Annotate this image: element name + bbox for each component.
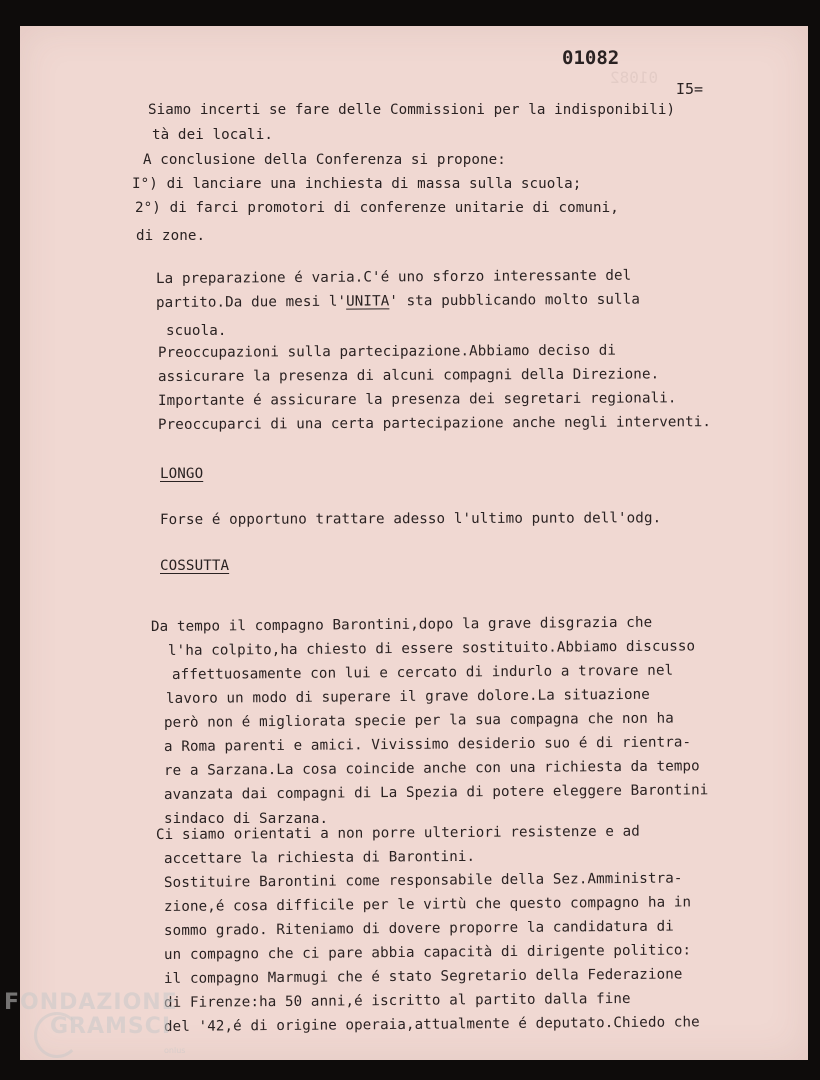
- text-line: un compagno che ci pare abbia capacità di dirigente politico:: [163, 942, 692, 963]
- archive-number: 01082: [562, 47, 620, 69]
- text-line: di Firenze:ha 50 anni,é iscritto al partito dalla fine: [163, 990, 631, 1011]
- watermark-line1: FONDAZIONE: [4, 990, 178, 1015]
- text-segment: ' sta pubblicando molto sulla: [389, 291, 640, 310]
- speaker-heading-longo: LONGO: [160, 466, 204, 482]
- fondazione-gramsci-watermark: [4, 990, 204, 1070]
- text-line: sommo grado. Riteniamo di dovere proporre la candidatura di: [163, 918, 674, 939]
- text-line: Sostituire Barontini come responsabile della Sez.Amministra-: [163, 870, 683, 891]
- watermark-line3: onlus: [164, 1046, 186, 1055]
- newspaper-title: UNITA: [346, 293, 390, 310]
- text-line: Preoccuparci di una certa partecipazione anche negli interventi.: [157, 414, 712, 433]
- text-line: Da tempo il compagno Barontini,dopo la grave disgrazia che: [150, 614, 653, 635]
- text-line: sindaco di Sarzana.: [164, 811, 329, 827]
- text-line: Importante é assicurare la presenza dei segretari regionali.: [157, 390, 677, 409]
- text-line: re a Sarzana.La cosa coincide anche con una richiesta da tempo: [163, 758, 700, 779]
- text-line: Siamo incerti se fare delle Commissioni per la indisponibili): [148, 102, 676, 118]
- text-line: lavoro un modo di superare il grave dolore.La situazione: [165, 686, 650, 707]
- text-line: A conclusione della Conferenza si propone:: [143, 152, 506, 168]
- text-line: accettare la richiesta di Barontini.: [163, 848, 476, 867]
- text-line: Preoccupazioni sulla partecipazione.Abbiamo deciso di: [157, 342, 617, 361]
- text-line: zione,é cosa difficile per le virtù che questo compagno ha in: [163, 894, 692, 915]
- text-line: però non é migliorata specie per la sua compagna che non ha: [163, 710, 674, 731]
- text-line: a Roma parenti e amici. Vivissimo desiderio suo é di rientra-: [163, 734, 692, 755]
- document-page: [20, 26, 808, 1060]
- text-segment: partito.Da due mesi l': [155, 293, 347, 311]
- text-line: 2°) di farci promotori di conferenze unitarie di comuni,: [135, 200, 619, 216]
- text-line: La preparazione é varia.C'é uno sforzo interessante del: [155, 267, 632, 287]
- speaker-heading-cossutta: COSSUTTA: [160, 558, 230, 574]
- text-line: Forse é opportuno trattare adesso l'ultimo punto dell'odg.: [159, 510, 662, 528]
- ghost-bleed-through: 01082: [610, 68, 659, 87]
- text-line: Ci siamo orientati a non porre ulteriori resistenze e ad: [155, 823, 640, 843]
- text-line: assicurare la presenza di alcuni compagni della Direzione.: [157, 366, 660, 385]
- text-line: tà dei locali.: [152, 127, 273, 143]
- text-line: l'ha colpito,ha chiesto di essere sostituito.Abbiamo discusso: [167, 638, 696, 659]
- page-number: I5=: [676, 80, 704, 98]
- text-line: I°) di lanciare una inchiesta di massa sulla scuola;: [132, 176, 582, 192]
- text-line: di zone.: [136, 228, 206, 244]
- text-line: [156, 292, 640, 311]
- text-line: avanzata dai compagni di La Spezia di potere eleggere Barontini: [163, 782, 709, 803]
- text-line: affettuosamente con lui e cercato di indurlo a trovare nel: [171, 662, 674, 683]
- watermark-line2: GRAMSCI: [50, 1014, 172, 1039]
- text-line: del '42,é di origine operaia,attualmente é deputato.Chiedo che: [163, 1014, 700, 1035]
- text-line: scuola.: [166, 323, 227, 339]
- text-line: il compagno Marmugi che é stato Segretario della Federazione: [163, 966, 683, 987]
